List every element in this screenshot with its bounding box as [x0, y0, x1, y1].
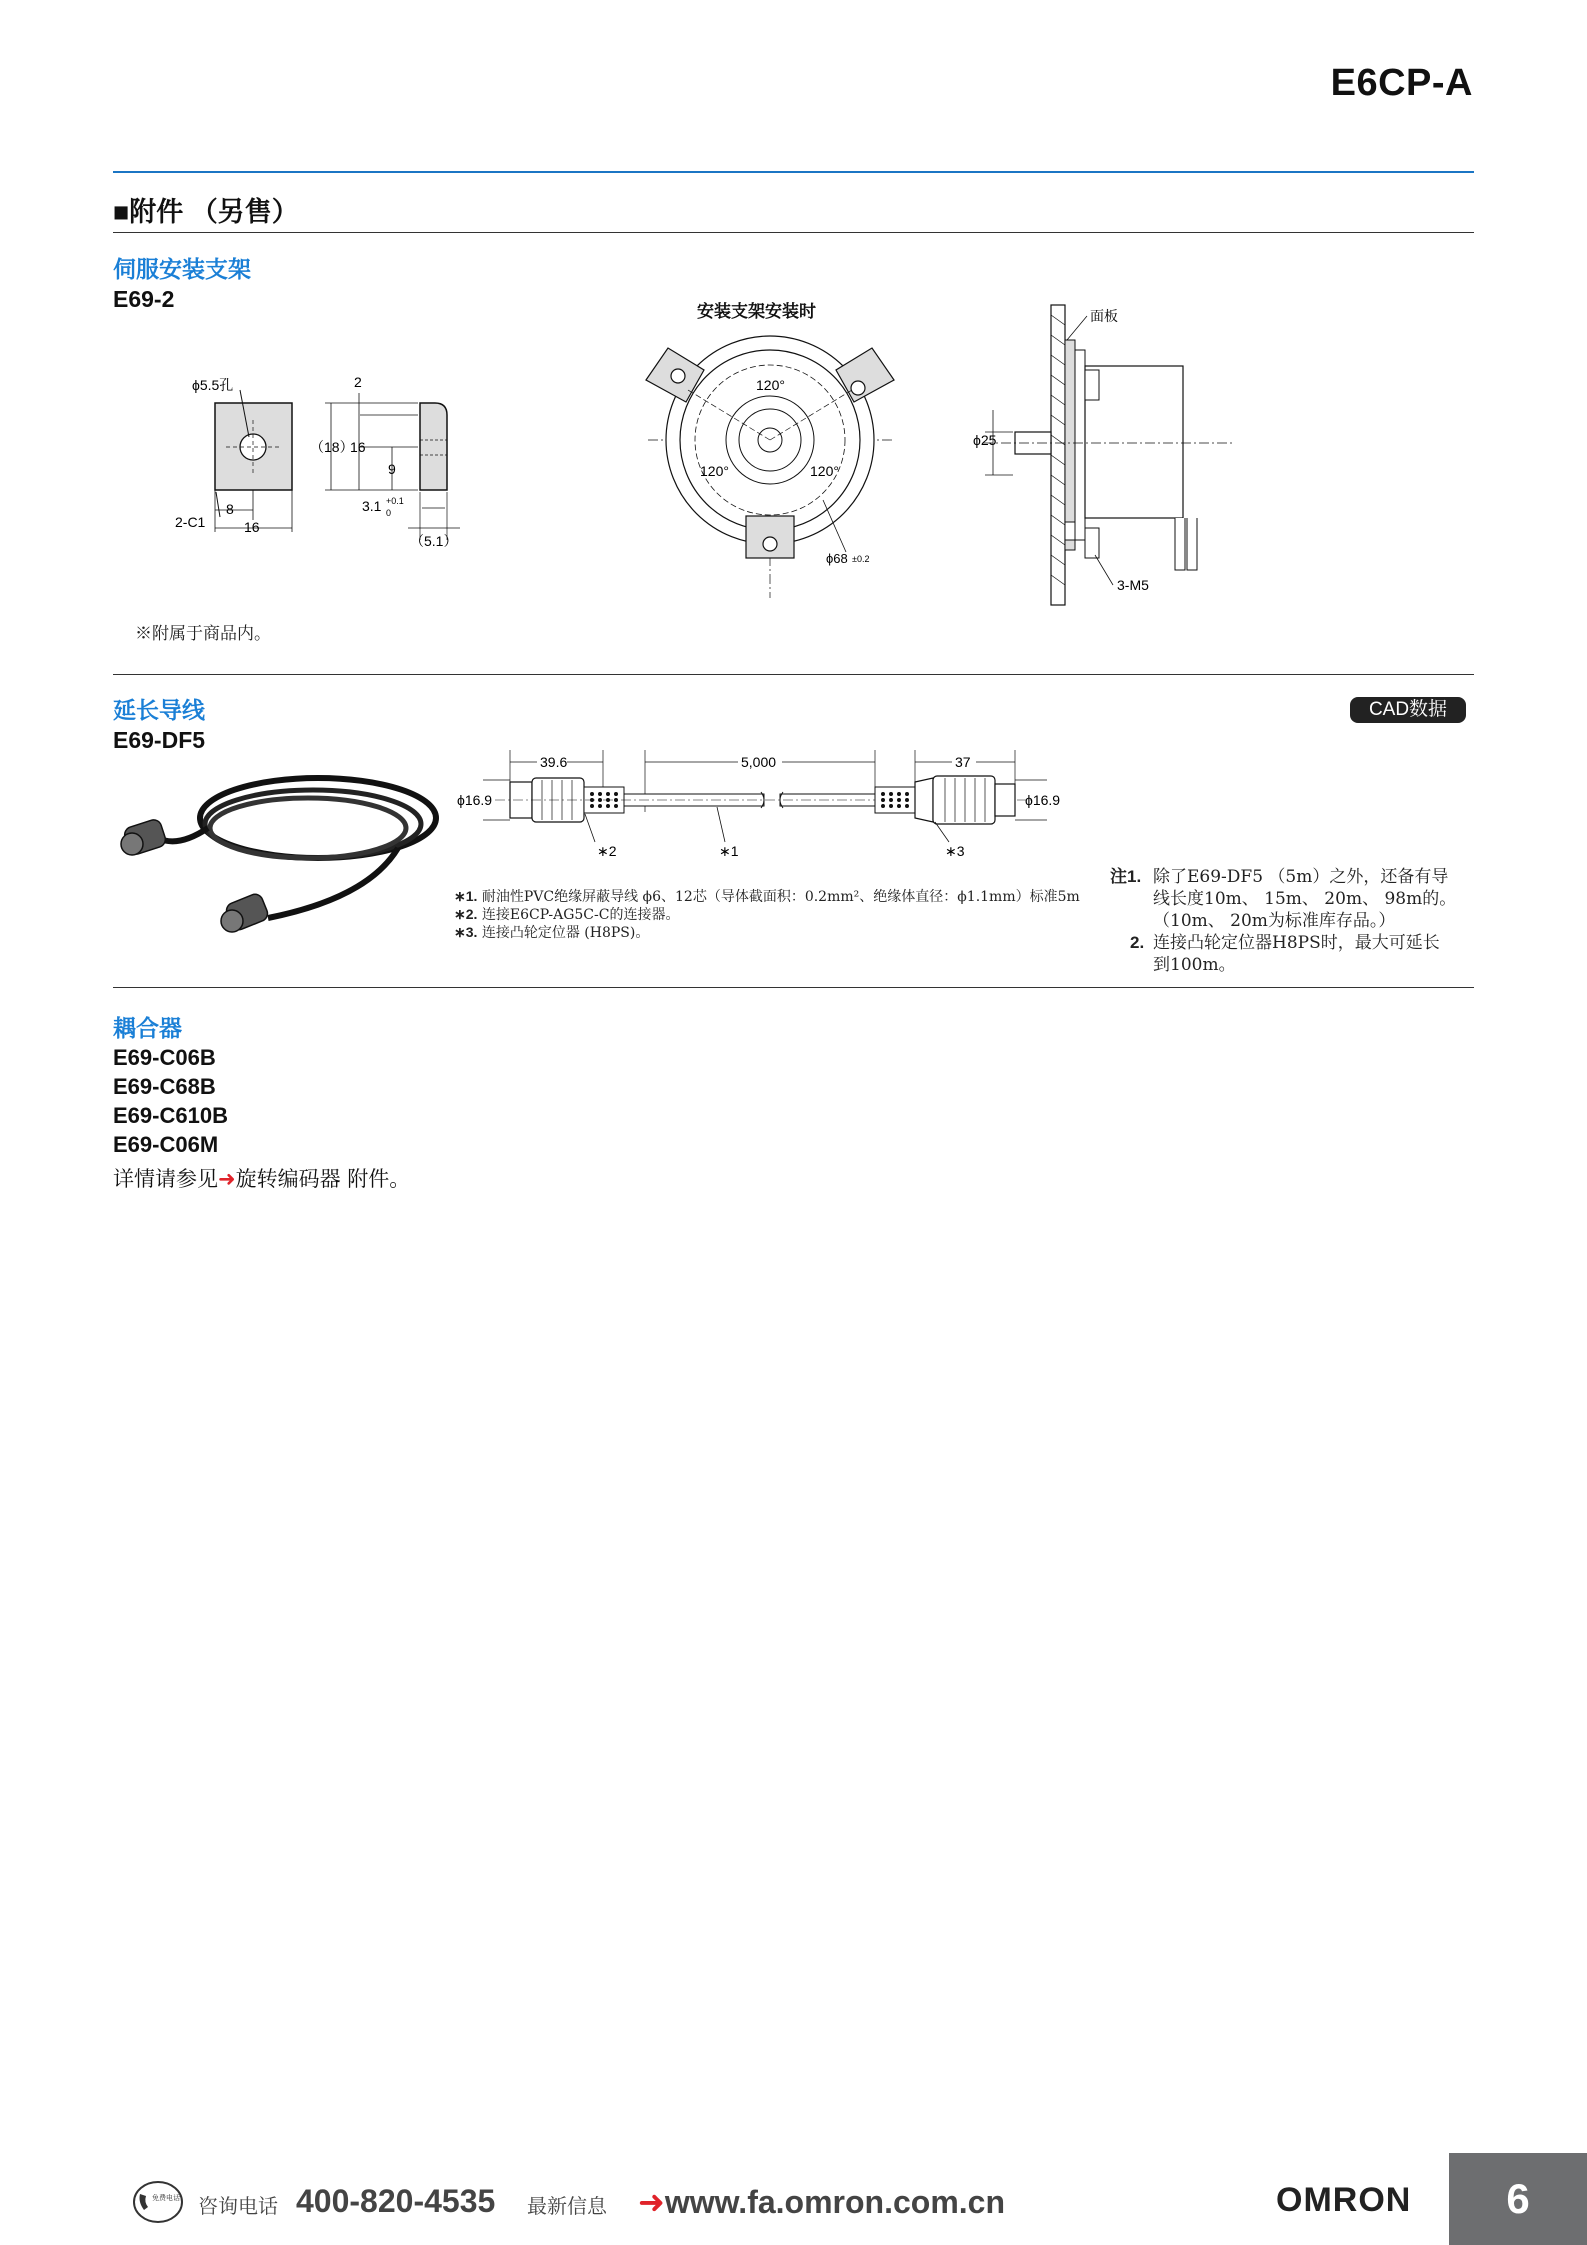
page-number: 6 — [1449, 2153, 1587, 2245]
dim-d25: ϕ25 — [973, 432, 997, 448]
coupler-part-list — [113, 1043, 228, 1159]
dim-2: 2 — [354, 374, 362, 390]
dim-18: （18） — [310, 439, 354, 455]
coupler-part: E69-C06B — [113, 1045, 216, 1070]
free-call-phone-icon — [132, 2180, 184, 2224]
note-2: 2. 连接凸轮定位器H8PS时，最大可延长 到100m。 — [1130, 933, 1440, 975]
encoder-body — [1085, 366, 1183, 518]
header-rule — [113, 171, 1474, 173]
cable-notes — [1110, 866, 1480, 976]
dim-tol-plus: +0.1 — [386, 496, 404, 506]
cable-part-number: E69-DF5 — [113, 727, 206, 753]
mount-front-view — [628, 330, 908, 600]
dim-8: 8 — [226, 501, 234, 517]
dim-m5: 3-M5 — [1117, 577, 1149, 593]
cable-footnotes — [454, 888, 1080, 942]
section-rule — [113, 232, 1474, 233]
note-1: 注1. 除了E69-DF5 （5m）之外，还备有导 线长度10m、 15m、 20m、 98m的。 （10m、 20m为标准库存品。） — [1110, 867, 1457, 931]
coupler-part: E69-C68B — [113, 1074, 216, 1099]
angle-right: 120° — [810, 463, 839, 479]
mount-caption: 安装支架安装时 — [697, 302, 816, 322]
footnote-2: ∗2. 连接E6CP-AG5C-C的连接器。 — [454, 906, 680, 923]
mount-tab-bottom — [746, 516, 794, 558]
panel-label: 面板 — [1090, 308, 1118, 324]
footnote-3: ∗3. 连接凸轮定位器 (H8PS)。 — [454, 924, 650, 941]
dim-16-width: 16 — [244, 519, 260, 535]
cable-title: 延长导线 — [113, 698, 205, 724]
mark-1: ∗1 — [719, 843, 739, 859]
mark-3: ∗3 — [945, 843, 965, 859]
bracket-title: 伺服安装支架 — [113, 257, 251, 283]
coupler-reference: 详情请参见➜旋转编码器 附件。 — [113, 1167, 411, 1191]
red-arrow-icon: ➜ — [638, 2184, 665, 2220]
cad-data-button[interactable]: CAD数据 — [1350, 697, 1466, 723]
dim-d68-tol: ±0.2 — [852, 554, 870, 564]
dim-37: 37 — [955, 754, 971, 770]
phone-label: 咨询电话 — [198, 2194, 278, 2218]
dim-16-height: 16 — [350, 439, 366, 455]
phone-number[interactable]: 400-820-4535 — [296, 2183, 496, 2219]
dim-d16-9-right: ϕ16.9 — [1025, 792, 1061, 808]
coupler-reference-link[interactable]: 旋转编码器 附件。 — [235, 1167, 411, 1191]
mark-2: ∗2 — [597, 843, 617, 859]
cable-connector-right — [221, 892, 270, 932]
free-call-text: 免费电话 — [152, 2195, 180, 2202]
connector-right-drawing — [875, 776, 1015, 824]
cable-dimension-drawing — [455, 742, 1090, 862]
cable-rule — [113, 987, 1474, 988]
section-title: ■附件 （另售） — [113, 197, 299, 227]
cable-photo — [118, 758, 453, 938]
dim-9: 9 — [388, 461, 396, 477]
dim-39-6: 39.6 — [540, 754, 568, 770]
dim-hole: ϕ5.5孔 — [192, 377, 234, 393]
coupler-part: E69-C610B — [113, 1103, 228, 1128]
red-arrow-icon: ➜ — [218, 1167, 236, 1191]
dim-d68: ϕ68 — [826, 551, 848, 566]
cable-connector-left — [121, 818, 167, 856]
dim-3-1: 3.1 — [362, 498, 382, 514]
mount-side-view — [965, 300, 1240, 610]
angle-left: 120° — [700, 463, 729, 479]
coupler-title: 耦合器 — [113, 1016, 182, 1042]
model-title: E6CP-A — [1330, 62, 1473, 104]
bracket-note: ※附属于商品内。 — [135, 624, 271, 644]
news-label: 最新信息 — [527, 2194, 607, 2218]
bracket-dimension-drawing — [160, 360, 480, 560]
dim-d16-9-left: ϕ16.9 — [457, 792, 493, 808]
angle-top: 120° — [756, 377, 785, 393]
bracket-part-number: E69-2 — [113, 286, 175, 312]
dim-chamfer: 2-C1 — [175, 514, 206, 530]
omron-logo: OMRON — [1276, 2181, 1412, 2219]
footnote-1: ∗1. 耐油性PVC绝缘屏蔽导线 ϕ6、12芯（导体截面积：0.2mm²、绝缘体直径：ϕ1.1mm）标准5m — [454, 888, 1080, 905]
bracket-side-view — [420, 403, 447, 490]
website-link[interactable]: ➜www.fa.omron.com.cn — [638, 2184, 1005, 2220]
bracket-rule — [113, 674, 1474, 675]
coupler-part: E69-C06M — [113, 1132, 219, 1157]
dim-5-1: （5.1） — [410, 533, 458, 549]
dim-tol-zero: 0 — [386, 508, 392, 518]
dim-5000: 5,000 — [741, 754, 777, 770]
